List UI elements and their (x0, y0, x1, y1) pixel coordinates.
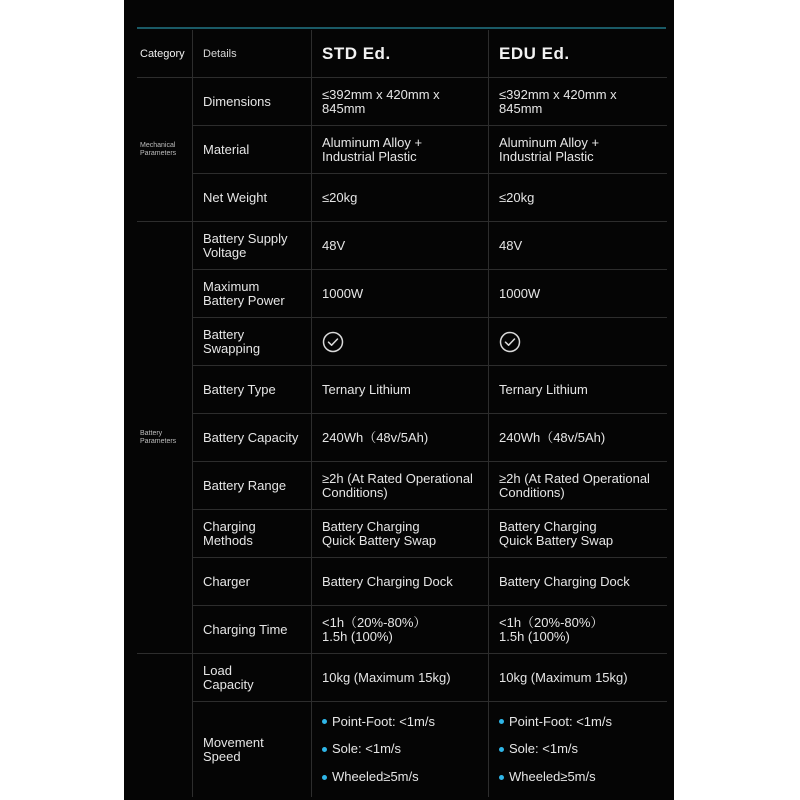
category-mechanical: Mechanical Parameters (137, 77, 192, 221)
header-std-edition: STD Ed. (311, 30, 488, 77)
bullet-dot-icon (322, 775, 327, 780)
std-value: ≥2h (At Rated Operational Conditions) (311, 461, 488, 509)
bullet-dot-icon (499, 747, 504, 752)
row-label: Battery Swapping (192, 317, 311, 365)
row-label: Battery Type (192, 365, 311, 413)
edu-value: 240Wh（48v/5Ah) (488, 413, 667, 461)
spec-table-panel (124, 0, 674, 800)
list-item: Sole: <1m/s (322, 742, 435, 756)
spec-table (137, 30, 667, 797)
edu-value: ≥2h (At Rated Operational Conditions) (488, 461, 667, 509)
list-item: Point-Foot: <1m/s (322, 715, 435, 729)
std-value: 10kg (Maximum 15kg) (311, 653, 488, 701)
header-edu-edition: EDU Ed. (488, 30, 667, 77)
list-item: Wheeled≥5m/s (499, 770, 612, 784)
accent-top-line (137, 27, 666, 29)
std-value: 240Wh（48v/5Ah) (311, 413, 488, 461)
std-value (311, 317, 488, 365)
header-details: Details (192, 30, 311, 77)
row-label: Net Weight (192, 173, 311, 221)
std-value: <1h（20%-80%） 1.5h (100%) (311, 605, 488, 653)
bullet-dot-icon (499, 775, 504, 780)
std-value: 48V (311, 221, 488, 269)
edu-value: 48V (488, 221, 667, 269)
bullet-dot-icon (499, 719, 504, 724)
bullet-dot-icon (322, 747, 327, 752)
std-value: Battery Charging Quick Battery Swap (311, 509, 488, 557)
row-label: Battery Range (192, 461, 311, 509)
edu-value: 1000W (488, 269, 667, 317)
row-label: Battery Capacity (192, 413, 311, 461)
check-circle-icon (499, 331, 521, 353)
edu-value: ≤20kg (488, 173, 667, 221)
edu-value: 10kg (Maximum 15kg) (488, 653, 667, 701)
header-category: Category (140, 47, 185, 60)
row-label: Battery Supply Voltage (192, 221, 311, 269)
list-item: Sole: <1m/s (499, 742, 612, 756)
edu-value (488, 701, 667, 797)
row-label: Material (192, 125, 311, 173)
list-item: Wheeled≥5m/s (322, 770, 435, 784)
category-motion (137, 653, 192, 797)
std-value: ≤20kg (311, 173, 488, 221)
std-value: ≤392mm x 420mm x 845mm (311, 77, 488, 125)
std-value: 1000W (311, 269, 488, 317)
bullet-dot-icon (322, 719, 327, 724)
std-value (311, 701, 488, 797)
edu-value: Aluminum Alloy + Industrial Plastic (488, 125, 667, 173)
edu-value: Battery Charging Quick Battery Swap (488, 509, 667, 557)
std-value: Aluminum Alloy + Industrial Plastic (311, 125, 488, 173)
row-label: Charger (192, 557, 311, 605)
list-item: Point-Foot: <1m/s (499, 715, 612, 729)
edu-value (488, 317, 667, 365)
edu-value: Ternary Lithium (488, 365, 667, 413)
row-label: Movement Speed (192, 701, 311, 797)
edu-value: Battery Charging Dock (488, 557, 667, 605)
std-value: Ternary Lithium (311, 365, 488, 413)
edu-value: ≤392mm x 420mm x 845mm (488, 77, 667, 125)
row-label: Dimensions (192, 77, 311, 125)
check-circle-icon (322, 331, 344, 353)
row-label: Charging Methods (192, 509, 311, 557)
row-label: Load Capacity (192, 653, 311, 701)
std-value: Battery Charging Dock (311, 557, 488, 605)
row-label: Charging Time (192, 605, 311, 653)
row-label: Maximum Battery Power (192, 269, 311, 317)
category-battery: Battery Parameters (137, 221, 192, 653)
edu-value: <1h（20%-80%） 1.5h (100%) (488, 605, 667, 653)
